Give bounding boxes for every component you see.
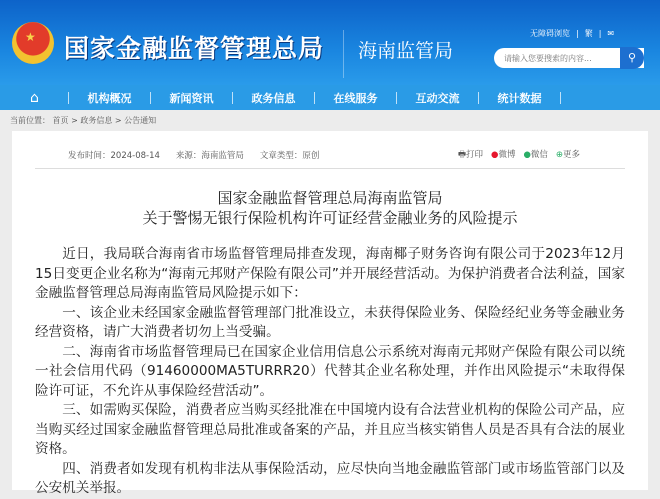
article-title-line2: 关于警惕无银行保险机构许可证经营金融业务的风险提示 <box>142 209 518 227</box>
paragraph: 三、如需购买保险，消费者应当购买经批准在中国境内设有合法营业机构的保险公司产品，应当购买经过国家金融监督管理总局批准或备案的产品，并且应当核实销售人员是否具有合法的展业资格。 <box>35 402 625 457</box>
nav-item-statistics[interactable]: 统计数据 <box>497 91 542 105</box>
wechat-icon: ● <box>523 150 531 160</box>
national-emblem-logo: ★ <box>12 22 54 64</box>
accessibility-link[interactable]: 无障碍浏览 <box>530 29 570 38</box>
paragraph: 四、消费者如发现有机构非法从事保险活动，应尽快向当地金融监管部门或市场监管部门以及公安机关举报。 <box>35 460 625 496</box>
print-button[interactable]: 🖶打印 <box>458 150 484 160</box>
printer-icon: 🖶 <box>458 150 467 160</box>
article-meta <box>68 149 319 161</box>
search-icon: ⚲ <box>627 51 637 64</box>
paragraph: 二、海南省市场监督管理局已在国家企业信用信息公示系统对海南元邦财产保险有限公司以统一社会信用代码（91460000MA5TURRR20）代替其企业名称处理，并作出风险提示“未取得保险许可证，不允许从事保险经营活动”。 <box>35 343 625 399</box>
weibo-button[interactable]: ●微博 <box>491 150 516 160</box>
nav-item-news[interactable]: 新闻资讯 <box>169 91 214 105</box>
divider <box>35 168 625 169</box>
paragraph: 近日，我局联合海南省市场监督管理局排查发现，海南椰子财务咨询有限公司于2023年12月15日变更企业名称为“海南元邦财产保险有限公司”并开展经营活动。为保护消费者合法利益，国家金融监督管理总局海南监管局风险提示如下： <box>35 246 625 301</box>
publish-date: 发布时间：2024-08-14 <box>68 151 160 161</box>
breadcrumb[interactable]: 当前位置： 首页 > 政务信息 > 公告通知 <box>10 116 157 125</box>
more-share-button[interactable]: ⊕更多 <box>555 150 581 160</box>
plus-icon: ⊕ <box>555 150 564 160</box>
divider <box>343 30 344 78</box>
share-bar <box>458 148 580 163</box>
sub-site-title: 海南监管局 <box>358 40 454 62</box>
article-title-line1: 国家金融监督管理总局海南监管局 <box>217 189 443 207</box>
home-icon[interactable]: ⌂ <box>30 89 39 106</box>
weibo-icon: ● <box>491 150 499 160</box>
search-button[interactable] <box>620 47 644 69</box>
search-input[interactable]: 请输入您要搜索的内容... <box>494 48 644 68</box>
site-header: ★ 国家金融监督管理总局 海南监管局 无障碍浏览 | 繁 | ✉ 请输入您要搜索的内容... ⚲ <box>0 0 660 85</box>
mail-icon[interactable]: ✉ <box>607 29 615 38</box>
nav-item-about[interactable]: 机构概况 <box>87 91 132 105</box>
source: 来源：海南监管局 <box>175 151 244 161</box>
nav-item-interaction[interactable]: 互动交流 <box>415 91 460 105</box>
nav-item-gov-info[interactable]: 政务信息 <box>251 91 296 105</box>
traditional-chinese-link[interactable]: 繁 <box>584 29 593 38</box>
nav-item-online-service[interactable]: 在线服务 <box>333 91 378 105</box>
main-nav <box>0 85 660 110</box>
paragraph: 一、该企业未经国家金融监督管理部门批准设立，未获得保险业务、保险经纪业务等金融业务经营资格，请广大消费者切勿上当受骗。 <box>35 304 625 340</box>
article-type: 文章类型：原创 <box>259 151 320 161</box>
wechat-button[interactable]: ●微信 <box>523 150 548 160</box>
site-title[interactable]: 国家金融监督管理总局 <box>64 34 325 63</box>
article-body <box>35 245 625 499</box>
